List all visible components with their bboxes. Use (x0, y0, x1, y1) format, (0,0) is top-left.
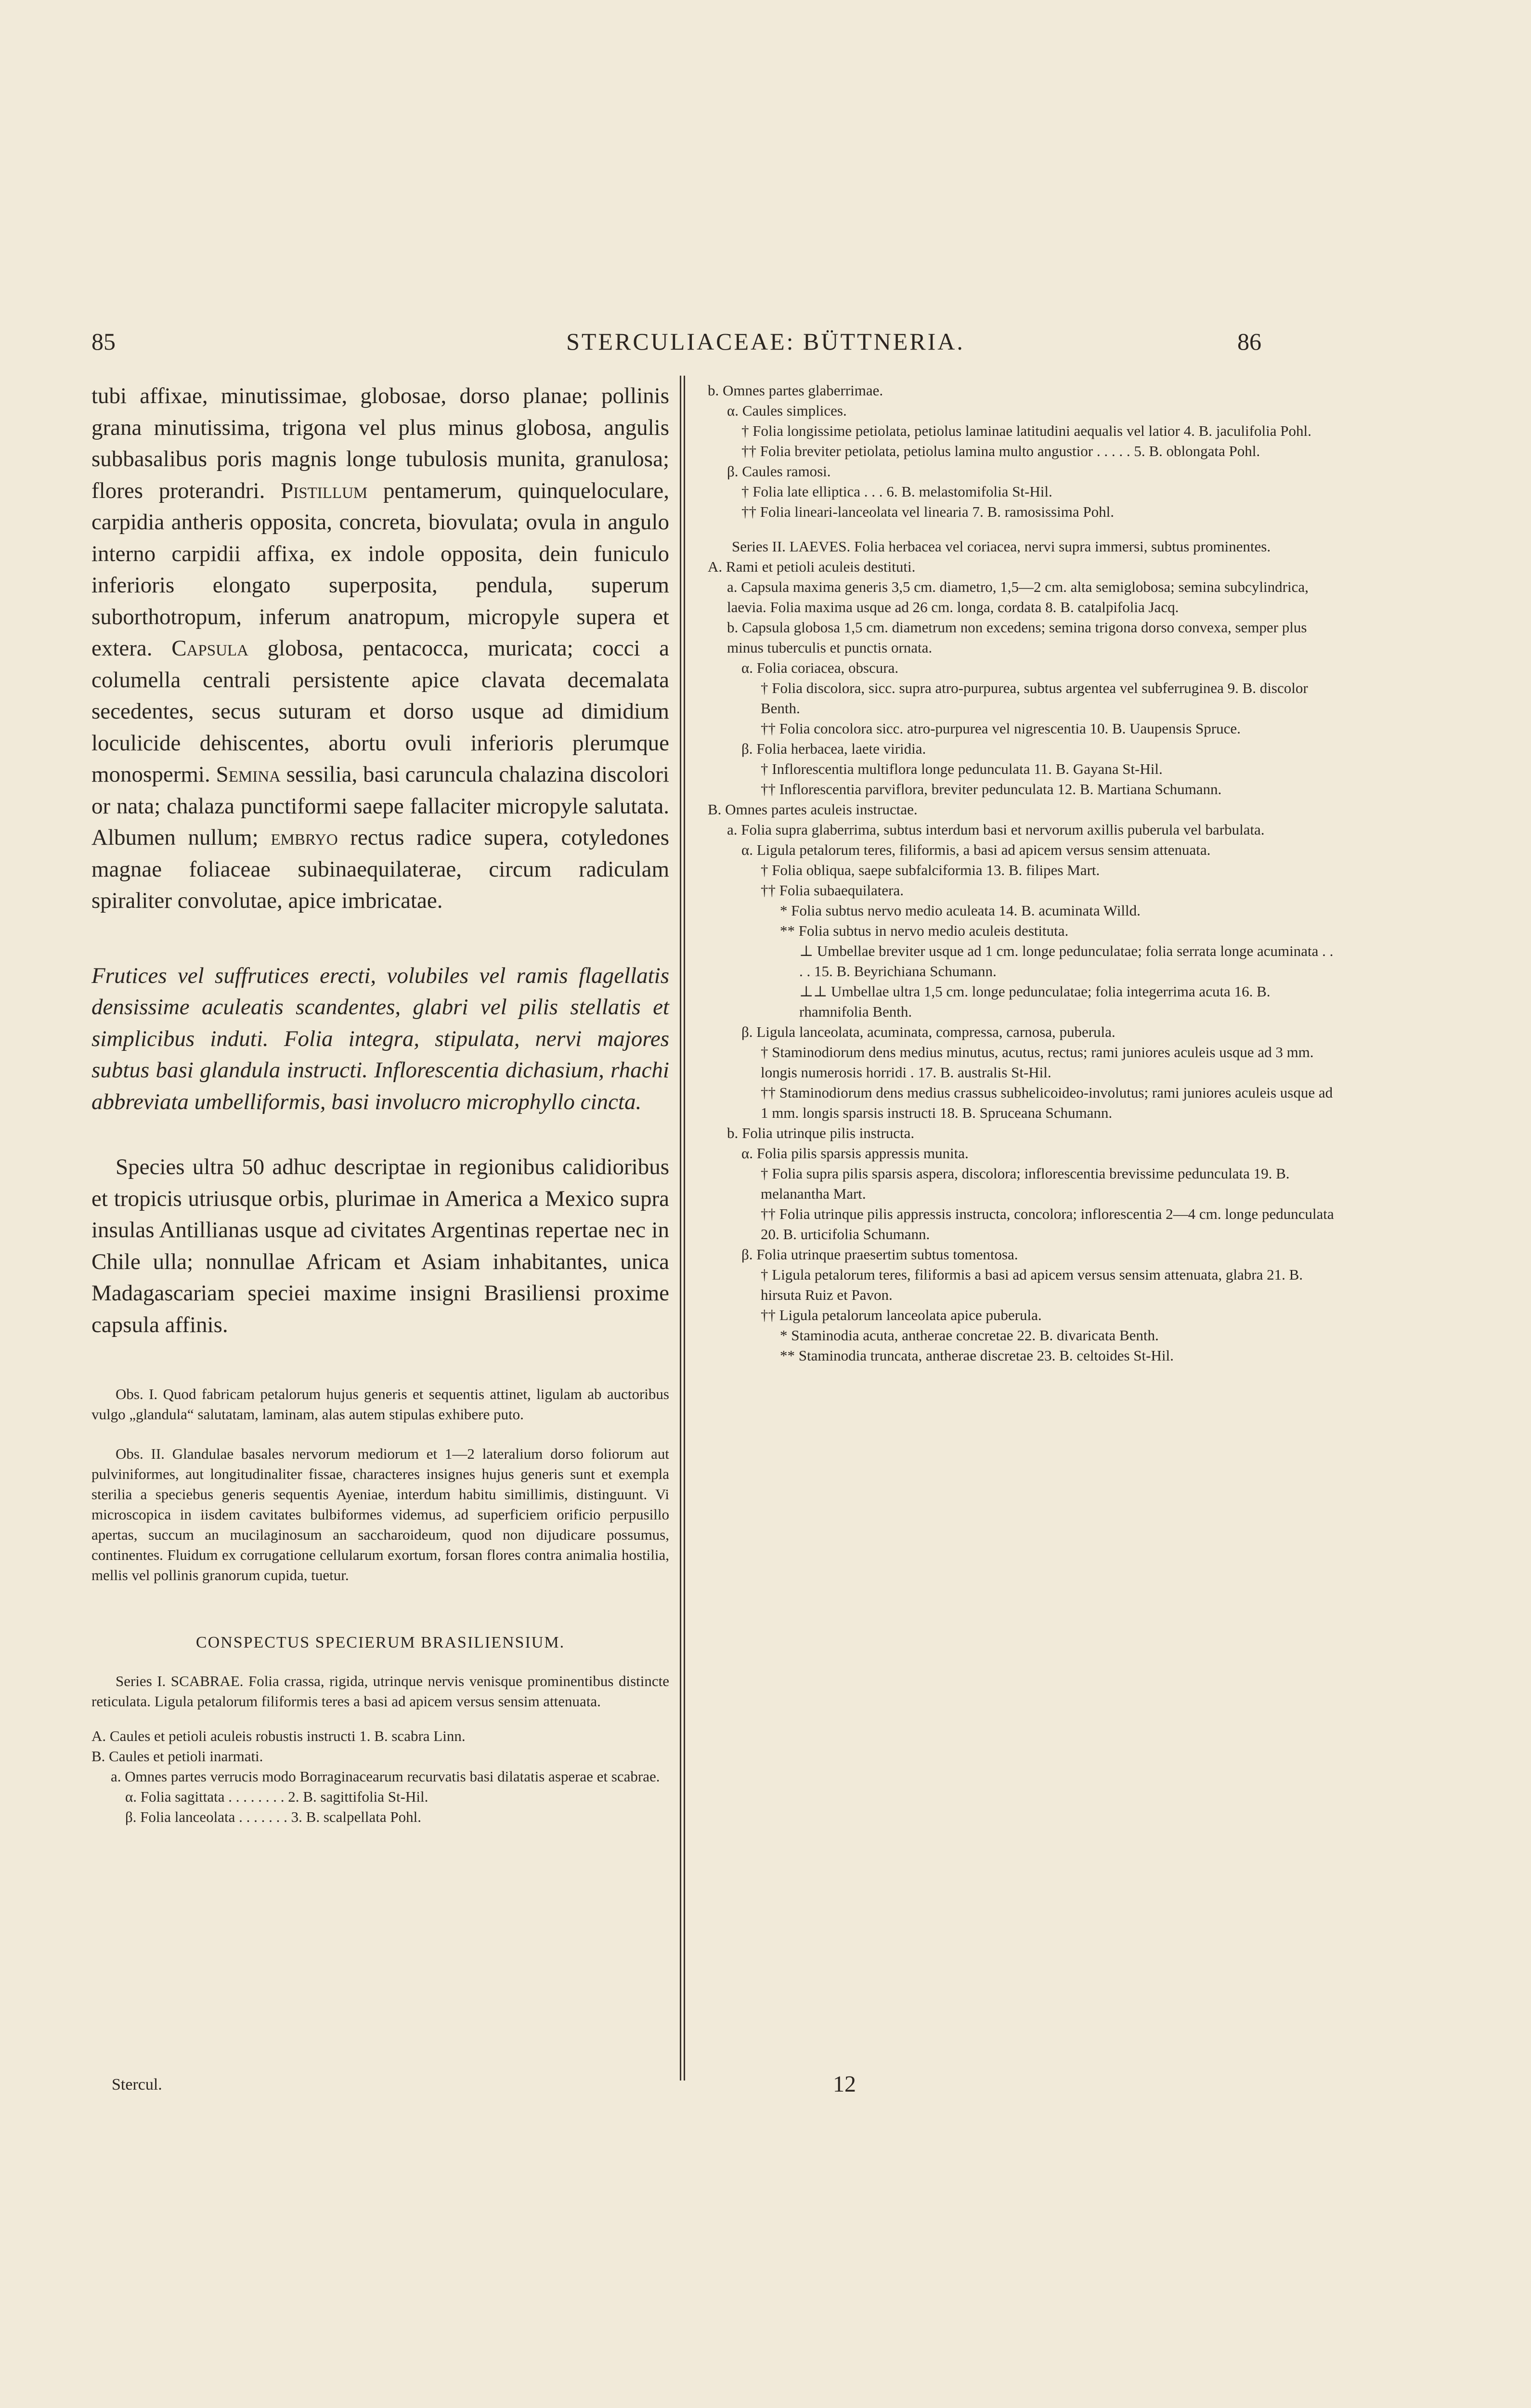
key-Ba-alpha-2b: ** Folia subtus in nervo medio aculeis destituta. (780, 922, 1069, 939)
footer-label: Stercul. (112, 2076, 162, 2094)
key-Ab-beta: β. Folia herbacea, laete viridia. (741, 740, 926, 757)
key-Ba-alpha-2a: * Folia subtus nervo medio aculeata 14. B. acuminata Willd. (780, 902, 1141, 919)
key-Ba-beta: β. Folia lanceolata . . . . . . . 3. B. scalpellata Pohl. (125, 1808, 421, 1825)
key-Bb-alpha-2: †† Folia utrinque pilis appressis instructa, concolora; inflorescentia 2—4 cm. longe pedunculata 20. B. urticifolia Schumann. (761, 1205, 1334, 1243)
key-Ab-beta-2: †† Inflorescentia parviflora, breviter pedunculata 12. B. Martiana Schumann. (761, 781, 1222, 798)
key-b-beta-2: †† Folia lineari-lanceolata vel linearia 7. B. ramosissima Pohl. (741, 503, 1114, 520)
right-column (708, 380, 1338, 1366)
key-b-beta: β. Caules ramosi. (727, 463, 831, 480)
column-rule-double (684, 376, 685, 2081)
observation-2: Obs. II. Glandulae basales nervorum mediorum et 1—2 lateralium dorso foliorum aut pulviniformes, aut longitudinaliter fissae, characteres insignes hujus generis sunt et exempla sterilia a speciebus generis sequentis Ayeniae, interdum habitu simillimis, distinguunt. Vi microscopica in iisdem cavitates bulbiformes videmus, ad superficiem orificio perpusillo apertas, succum an mucilaginosum an saccharoideum, quod non dijudicare possumus, continentes. Fluidum ex corrugatione cellularum exortum, forsan flores contra animalia hostilia, mellis vel pollinis granorum cupida, tuetur. (91, 1445, 669, 1584)
key-Ab: b. Capsula globosa 1,5 cm. diametrum non excedens; semina trigona dorso convexa, semper plus minus tuberculis et punctis ornata. (727, 619, 1307, 656)
key-b-alpha-1: † Folia longissime petiolata, petiolus laminae latitudini aequalis vel latior 4. B. jaculifolia Pohl. (741, 422, 1311, 439)
habit-description: Frutices vel suffrutices erecti, volubiles vel ramis flagellatis densissime aculeatis scandentes, glabri vel pilis stellatis et simplicibus induti. Folia integra, stipulata, nervi majores subtus basi glandula instructi. Inflorescentia dichasium, rhachi abbreviata umbelliformis, basi involucro microphyllo cincta. (91, 963, 669, 1114)
key-Ba: a. Omnes partes verrucis modo Borraginacearum recurvatis basi dilatatis asperae et scabrae. (111, 1768, 660, 1785)
key-Ba-alpha-2b2: ⊥⊥ Umbellae ultra 1,5 cm. longe pedunculatae; folia integerrima acuta 16. B. rhamnifolia Benth. (799, 983, 1271, 1020)
key-Aa: a. Capsula maxima generis 3,5 cm. diametro, 1,5—2 cm. alta semiglobosa; semina subcylindrica, laevia. Folia maxima usque ad 26 cm. longa, cordata 8. B. catalpifolia Jacq. (727, 578, 1309, 615)
key-Ba-beta2: β. Ligula lanceolata, acuminata, compressa, carnosa, puberula. (741, 1023, 1116, 1040)
key-b-alpha: α. Caules simplices. (727, 402, 847, 419)
key-Ba2: a. Folia supra glaberrima, subtus interdum basi et nervorum axillis puberula vel barbulata. (727, 821, 1265, 838)
key-b-alpha-2: †† Folia breviter petiolata, petiolus lamina multo angustior . . . . . 5. B. oblongata Pohl. (741, 443, 1260, 459)
key-A2: A. Rami et petioli aculeis destituti. (708, 558, 916, 575)
key-A: A. Caules et petioli aculeis robustis instructi 1. B. scabra Linn. (91, 1727, 466, 1744)
key-b: b. Omnes partes glaberrimae. (708, 382, 883, 399)
signature-number: 12 (833, 2071, 856, 2097)
key-Bb-alpha: α. Folia pilis sparsis appressis munita. (741, 1145, 969, 1162)
key-b-beta-1: † Folia late elliptica . . . 6. B. melastomifolia St-Hil. (741, 483, 1052, 500)
page-number-left: 85 (91, 328, 116, 355)
key-B2: B. Omnes partes aculeis instructae. (708, 801, 918, 818)
series-2: Series II. LAEVES. Folia herbacea vel coriacea, nervi supra immersi, subtus prominentes. (732, 538, 1271, 555)
series-1: Series I. SCABRAE. Folia crassa, rigida, utrinque nervis venisque prominentibus distincte reticulata. Ligula petalorum filiformis teres a basi ad apicem versus sensim attenuata. (91, 1673, 669, 1710)
species-distribution: Species ultra 50 adhuc descriptae in regionibus calidioribus et tropicis utriusque orbis, plurimae in America a Mexico supra insulas Antillianas usque ad civitates Argentinas repertae nec in Chile ulla; nonnullae Africam et Asiam inhabitantes, unica Madagascariam speciei maxime insigni Brasiliensi proxime capsula affinis. (91, 1154, 669, 1337)
genus-description: tubi affixae, minutissimae, globosae, dorso planae; pollinis grana minutissima, trigona vel plus minus globosa, angulis subbasalibus poris magnis longe tubulosis munita, granulosa; flores proterandri. Pistillum pentamerum, quinqueloculare, carpidia antheris opposita, concreta, biovulata; ovula in angulo interno carpidii affixa, ex indole opposita, dein funiculo inferioris elongato superposita, pendula, superum suborthotropum, inferum anatropum, micropyle supera et extera. Capsula globosa, pentacocca, muricata; cocci a columella centrali persistente apice clavata decemalata secedentes, secus suturam et dorso usque ad dimidium loculicide dehiscentes, abortu ovuli inferioris plerumque monospermi. Semina sessilia, basi caruncula chalazina discolori or nata; chalaza punctiformi saepe fallaciter micropyle salutata. Albumen nullum; embryo rectus radice supera, cotyledones magnae foliaceae subinaequilaterae, circum radiculam spiraliter convolutae, apice imbricatae. (91, 383, 669, 913)
key-Bb: b. Folia utrinque pilis instructa. (727, 1125, 915, 1141)
observation-1: Obs. I. Quod fabricam petalorum hujus generis et sequentis attinet, ligulam ab auctoribus vulgo „glandula“ salutatam, laminam, alas autem stipulas exhibere puto. (91, 1386, 669, 1423)
key-Ba-beta-1: † Staminodiorum dens medius minutus, acutus, rectus; rami juniores aculeis usque ad 3 mm. longis numerosis horridi . 17. B. australis St-Hil. (761, 1044, 1314, 1081)
key-Ba-alpha-1: † Folia obliqua, saepe subfalciformia 13. B. filipes Mart. (761, 862, 1100, 878)
key-Ba-alpha: α. Folia sagittata . . . . . . . . 2. B. sagittifolia St-Hil. (125, 1788, 428, 1805)
conspectus-heading: CONSPECTUS SPECIERUM BRASILIENSIUM. (195, 1634, 565, 1651)
key-Bb-alpha-1: † Folia supra pilis sparsis aspera, discolora; inflorescentia brevissime pedunculata 19. B. melanantha Mart. (761, 1165, 1290, 1202)
key-Ab-alpha-2: †† Folia concolora sicc. atro-purpurea vel nigrescentia 10. B. Uaupensis Spruce. (761, 720, 1241, 737)
column-rule (680, 376, 681, 2081)
key-Bb-beta-2: †† Ligula petalorum lanceolata apice puberula. (761, 1307, 1042, 1323)
key-Bb-beta-2b: ** Staminodia truncata, antherae discretae 23. B. celtoides St-Hil. (780, 1347, 1174, 1364)
key-Ab-beta-1: † Inflorescentia multiflora longe pedunculata 11. B. Gayana St-Hil. (761, 760, 1163, 777)
key-Ba-alpha-2: †† Folia subaequilatera. (761, 882, 904, 899)
key-Ab-alpha: α. Folia coriacea, obscura. (741, 659, 899, 676)
key-Bb-beta-2a: * Staminodia acuta, antherae concretae 22. B. divaricata Benth. (780, 1327, 1159, 1344)
left-column (91, 380, 669, 1827)
key-B: B. Caules et petioli inarmati. (91, 1748, 263, 1765)
key-Ba-alpha-2b1: ⊥ Umbellae breviter usque ad 1 cm. longe pedunculatae; folia serrata longe acuminata . . . . 15. B. Beyrichiana Schumann. (799, 942, 1334, 980)
running-head: STERCULIACEAE: BÜTTNERIA. (566, 328, 965, 355)
key-Ba-alpha2: α. Ligula petalorum teres, filiformis, a basi ad apicem versus sensim attenuata. (741, 841, 1211, 858)
key-Ba-beta-2: †† Staminodiorum dens medius crassus subhelicoideo-involutus; rami juniores aculeis usque ad 1 mm. longis sparsis instructi 18. B. Spruceana Schumann. (761, 1084, 1333, 1121)
key-Bb-beta-1: † Ligula petalorum teres, filiformis a basi ad apicem versus sensim attenuata, glabra 21. B. hirsuta Ruiz et Pavon. (761, 1266, 1303, 1303)
key-Ab-alpha-1: † Folia discolora, sicc. supra atro-purpurea, subtus argentea vel subferruginea 9. B. discolor Benth. (761, 680, 1308, 717)
key-Bb-beta: β. Folia utrinque praesertim subtus tomentosa. (741, 1246, 1018, 1263)
page-number-right: 86 (1237, 328, 1261, 355)
